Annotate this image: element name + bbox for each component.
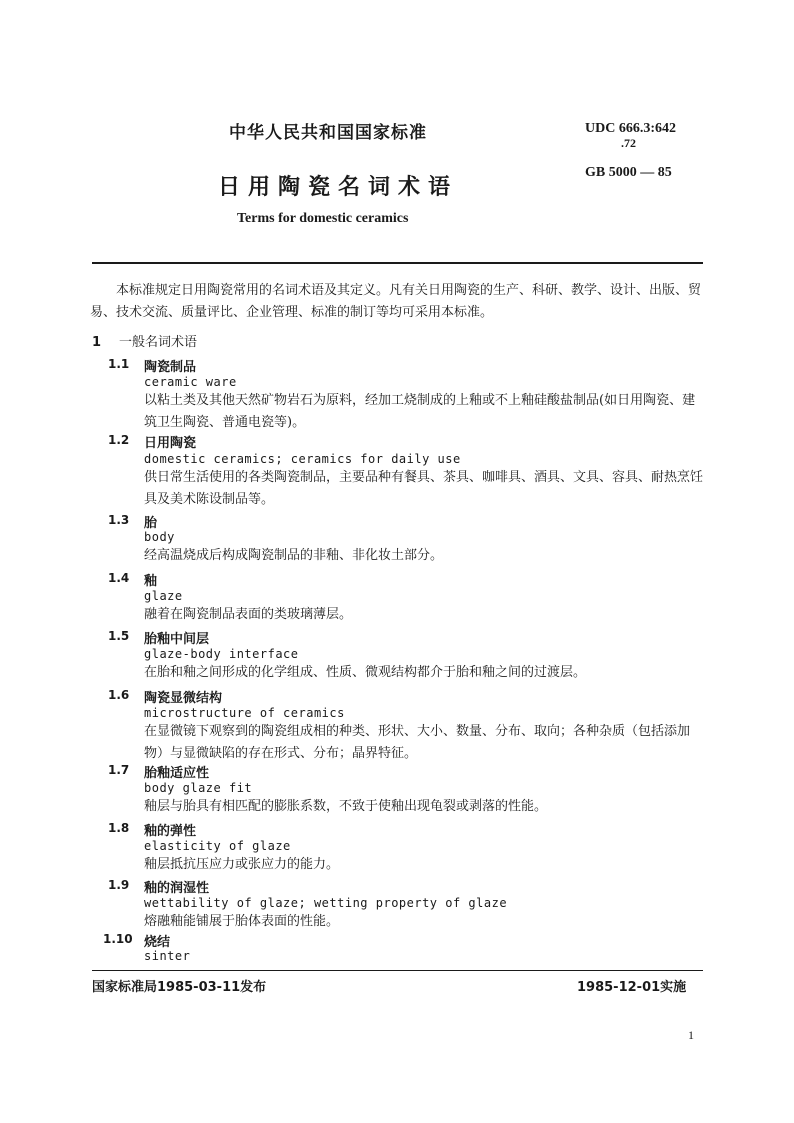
entry-number: 1.6 [108,688,130,702]
entry-definition: 供日常生活使用的各类陶瓷制品，主要品种有餐具、茶具、咖啡具、酒具、文具、容具、耐热烹饪具及美术陈设制品等。 [144,470,704,507]
entry-number: 1.9 [108,878,130,892]
issue-date: 国家标准局1985-03-11发布 [92,980,267,995]
section-title: 一般名词术语 [119,335,198,350]
entry-english-term: domestic ceramics; ceramics for daily use [144,452,461,466]
entry-term: 胎 [144,516,158,531]
effective-date: 1985-12-01实施 [577,980,687,995]
entry-number: 1.4 [108,571,130,585]
entry-definition: 以粘土类及其他天然矿物岩石为原料，经加工烧制成的上釉或不上釉硅酸盐制品(如日用陶瓷、建筑卫生陶瓷、普通电瓷等)。 [144,393,696,430]
entry-definition: 在显微镜下观察到的陶瓷组成相的种类、形状、大小、数量、分布、取向；各种杂质（包括添加物）与显微缺陷的存在形式、分布；晶界特征。 [144,724,691,761]
standard-number: GB 5000 — 85 [585,165,672,180]
entry-english-term: glaze [144,589,183,603]
entry-english-term: sinter [144,949,191,963]
entry-english-term: body [144,530,175,544]
entry-english-term: ceramic ware [144,375,237,389]
entry-definition: 釉层抵抗压应力或张应力的能力。 [144,857,340,872]
footer-divider [92,970,703,971]
entry-english-term: microstructure of ceramics [144,706,345,720]
entry-number: 1.10 [103,932,133,946]
section-heading [92,331,197,350]
entry-number: 1.2 [108,433,130,447]
entry-definition: 融着在陶瓷制品表面的类玻璃薄层。 [144,607,353,622]
entry-term: 陶瓷制品 [144,360,197,375]
entry-term: 胎釉适应性 [144,766,210,781]
entry-definition: 釉层与胎具有相匹配的膨胀系数，不致于使釉出现龟裂或剥落的性能。 [144,799,548,814]
entry-term: 胎釉中间层 [144,632,210,647]
udc-code: UDC 666.3:642 [585,121,676,136]
document-title-chinese: 日用陶瓷名词术语 [218,175,459,200]
entry-definition: 熔融釉能铺展于胎体表面的性能。 [144,914,340,929]
introduction-paragraph: 本标准规定日用陶瓷常用的名词术语及其定义。凡有关日用陶瓷的生产、科研、教学、设计、出版、贸易、技术交流、质量评比、企业管理、标准的制订等均可采用本标准。 [90,283,702,320]
entry-english-term: glaze-body interface [144,647,299,661]
udc-code-continuation: .72 [621,136,636,150]
entry-number: 1.1 [108,357,130,371]
entry-number: 1.8 [108,821,130,835]
entry-number: 1.7 [108,763,130,777]
entry-term: 日用陶瓷 [144,436,197,451]
entry-number: 1.3 [108,513,130,527]
document-title-english: Terms for domestic ceramics [237,211,409,226]
entry-term: 烧结 [144,935,171,950]
entry-english-term: elasticity of glaze [144,839,291,853]
entry-english-term: body glaze fit [144,781,253,795]
entry-definition: 经高温烧成后构成陶瓷制品的非釉、非化妆土部分。 [144,548,444,563]
entry-definition: 在胎和釉之间形成的化学组成、性质、微观结构都介于胎和釉之间的过渡层。 [144,665,587,680]
header-divider [92,262,703,264]
entry-english-term: wettability of glaze; wetting property of glaze [144,896,508,910]
entry-term: 釉的润湿性 [144,881,210,896]
entry-term: 釉的弹性 [144,824,197,839]
issuing-authority-heading: 中华人民共和国国家标准 [229,123,427,143]
page-number: 1 [688,1028,694,1042]
section-number: 1 [92,335,102,350]
entry-term: 陶瓷显微结构 [144,691,223,706]
entry-term: 釉 [144,574,158,589]
entry-number: 1.5 [108,629,130,643]
